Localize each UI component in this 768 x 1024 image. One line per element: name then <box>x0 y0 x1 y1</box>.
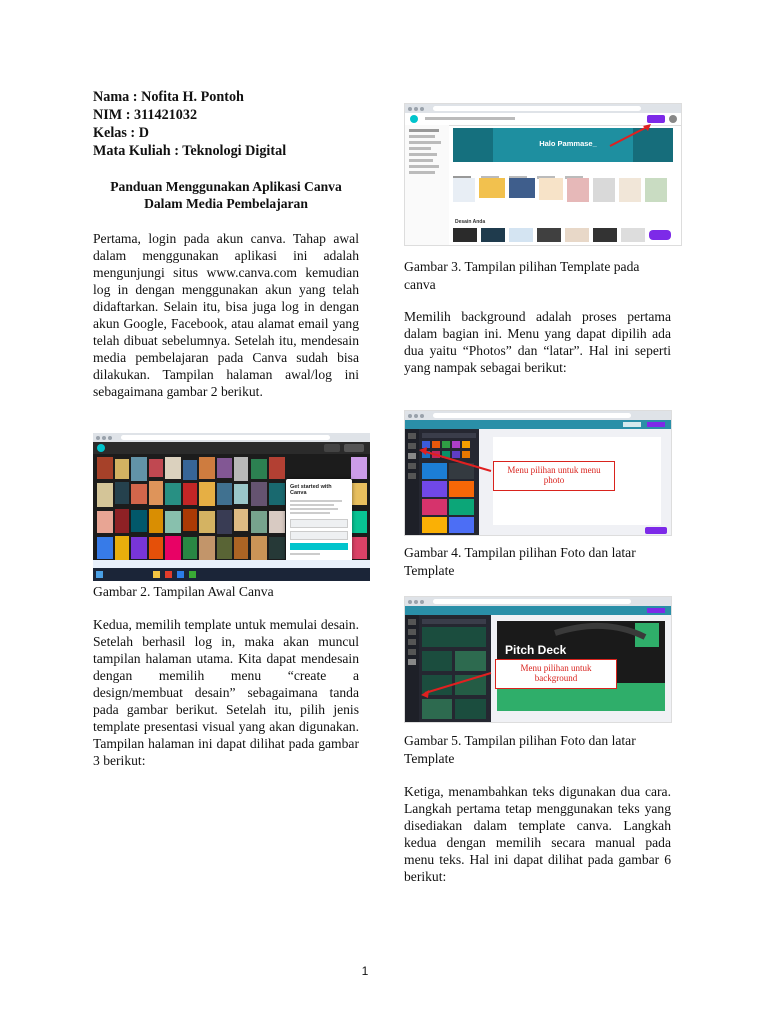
template-thumbnails <box>453 178 675 204</box>
cookie-banner <box>93 560 370 568</box>
signup-facebook-button[interactable] <box>290 531 348 540</box>
thumb-2[interactable] <box>479 178 505 198</box>
signup-dialog <box>286 479 352 563</box>
student-class: Kelas : D <box>93 125 149 141</box>
thumb-5[interactable] <box>567 178 589 202</box>
help-button[interactable] <box>649 230 671 240</box>
caption-figure-4: Gambar 4. Tampilan pilihan Foto dan latar Template <box>404 545 636 578</box>
caption-figure-2: Gambar 2. Tampilan Awal Canva <box>93 584 274 599</box>
paragraph-background: Memilih background adalah proses pertama dalam bagian ini. Menu yang dapat dipilih ada dua yaitu “Photos” dan “latar”. Hal ini seperti yang nampak sebagai berikut: <box>404 309 671 375</box>
slide-title: Pitch Deck <box>505 643 567 657</box>
callout-photo-menu: Menu pilihan untuk menu photo <box>493 461 615 491</box>
banner-greeting: Halo Pammase_ <box>539 139 597 148</box>
paragraph-login: Pertama, login pada akun canva. Tahap awal dalam menggunakan aplikasi ini adalah mengunjungi situs www.canva.com kemudian log in dengan menggunakan akun yang telah didaftarkan. Selain itu, bisa juga log in dengan akun Google, Facebook, atau alamat email yang telah dibuat sebelumnya. Setelah itu, mendesain media pembelajaran pada Canva sudah bisa dilakukan. Tampilan halaman awal/log ini sebagaimana gambar 2 berikut. <box>93 231 359 399</box>
figure-5-screenshot <box>404 596 672 723</box>
figure-3-screenshot <box>404 103 682 246</box>
signup-google-button[interactable] <box>290 519 348 528</box>
callout-background-menu: Menu pilihan untuk background <box>495 659 617 689</box>
student-nim: NIM : 311421032 <box>93 107 198 123</box>
thumb-4[interactable] <box>539 178 563 200</box>
title-line-2: Dalam Media Pembelajaran <box>144 196 308 211</box>
category-row <box>453 166 673 176</box>
windows-taskbar <box>93 568 370 581</box>
left-column <box>93 88 359 400</box>
signup-dialog-title: Get started with Canva <box>290 484 332 496</box>
title-line-1: Panduan Menggunakan Aplikasi Canva <box>110 179 342 194</box>
figure-4-screenshot <box>404 410 672 536</box>
thumb-8[interactable] <box>645 178 667 202</box>
thumb-1[interactable] <box>453 178 475 202</box>
thumb-6[interactable] <box>593 178 615 202</box>
page-number: 1 <box>361 964 369 978</box>
caption-figure-3: Gambar 3. Tampilan pilihan Template pada canva <box>404 259 640 292</box>
design-thumbnails <box>453 228 675 244</box>
thumb-3[interactable] <box>509 178 535 198</box>
student-name: Nama : Nofita H. Pontoh <box>93 89 244 105</box>
signup-email-button[interactable] <box>290 543 348 550</box>
paragraph-text: Ketiga, menambahkan teks digunakan dua cara. Langkah pertama tetap menggunakan teks yang disediakan dalam template canva. Langkah kedua dengan memilih secara manual pada menu teks. Hal ini dapat dilihat pada gambar 6 berikut: <box>404 784 671 884</box>
document-title <box>93 178 359 212</box>
section-label: Desain Anda <box>455 219 486 225</box>
thumb-7[interactable] <box>619 178 641 202</box>
caption-figure-5: Gambar 5. Tampilan pilihan Foto dan latar Template <box>404 733 636 766</box>
figure-2-screenshot <box>93 433 370 581</box>
course-name: Mata Kuliah : Teknologi Digital <box>93 143 287 159</box>
paragraph-template: Kedua, memilih template untuk memulai desain. Setelah berhasil log in, maka akan muncul tampilan halaman utama. Kita dapat mendesain dengan memilih menu “create a design/membuat desain” sebagaimana tanda pada gambar berikut. Setelah itu, pilih jenis template presentasi visual yang akan digunakan. Tampilan halaman ini dapat dilihat pada gambar 3 berikut: <box>93 617 359 768</box>
